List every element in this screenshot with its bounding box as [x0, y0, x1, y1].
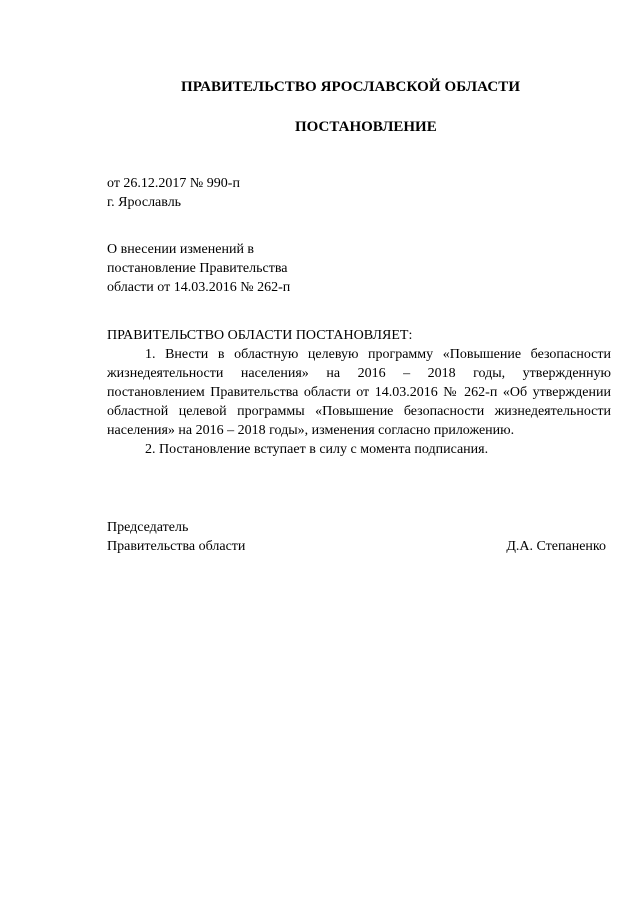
government-title: ПРАВИТЕЛЬСТВО ЯРОСЛАВСКОЙ ОБЛАСТИ: [181, 79, 521, 95]
signatory-name: Д.А. Степаненко: [506, 539, 606, 554]
paragraph-2: 2. Постановление вступает в силу с момента подписания.: [145, 442, 489, 457]
city: г. Ярославль: [107, 195, 182, 210]
signature-row: [107, 537, 606, 556]
document-body: [107, 326, 611, 459]
signatory-title-line-1: Председатель: [107, 520, 189, 535]
signatory-title-line-2: Правительства области: [107, 539, 246, 554]
document-type-title: ПОСТАНОВЛЕНИЕ: [295, 119, 437, 135]
subject-line-1: О внесении изменений в: [107, 242, 255, 257]
signature-block: [107, 518, 606, 556]
document-meta: [107, 174, 240, 212]
subject-line-3: области от 14.03.2016 № 262-п: [107, 280, 291, 295]
subject-line-2: постановление Правительства: [107, 261, 288, 276]
document-subject: [107, 240, 290, 297]
resolution-intro: ПРАВИТЕЛЬСТВО ОБЛАСТИ ПОСТАНОВЛЯЕТ:: [107, 328, 413, 343]
paragraph-1: 1. Внести в областную целевую программу «Повышение безопасности жизнедеятельности населения» на 2016 – 2018 годы, утвержденную постановлением Правительства области от 14.03.2016 № 262-п «Об утверждении областной целевой программы «Повышение безопасности жизнедеятельности населения» на 2016 – 2018 годы», изменения согласно приложению.: [107, 347, 611, 438]
date-number: от 26.12.2017 № 990-п: [107, 176, 240, 191]
